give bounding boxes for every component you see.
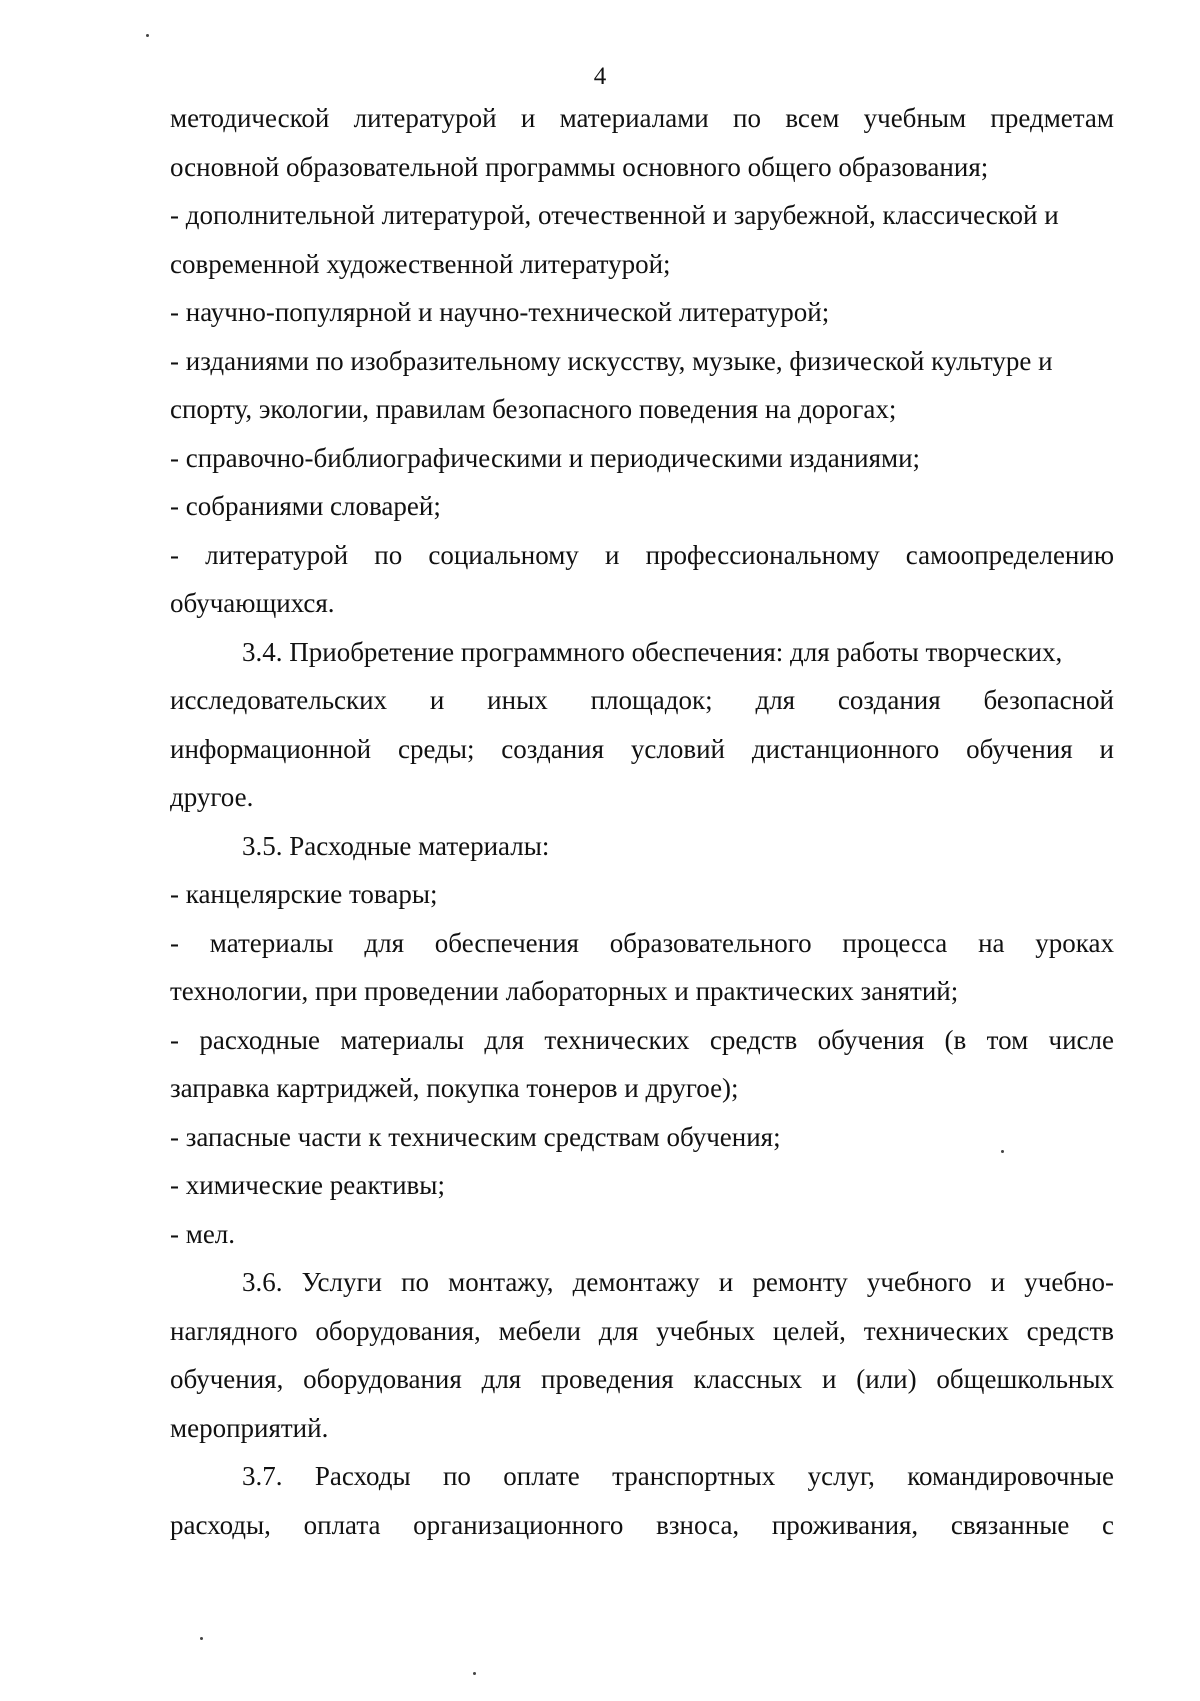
page-number: 4 xyxy=(593,63,607,90)
scan-speck xyxy=(473,1672,476,1675)
text-line: информационной среды; создания условий дистанционного обучения и xyxy=(170,733,1114,764)
scan-speck xyxy=(1001,1150,1004,1153)
text-line: методической литературой и материалами по всем учебным предметам xyxy=(170,103,1114,133)
paragraph-3-6-heading: 3.6. Услуги по монтажу, демонтажу и ремонту учебного и учебно- xyxy=(242,1267,1114,1297)
text-line: технологии, при проведении лабораторных и практических занятий; xyxy=(170,976,959,1006)
text-line: основной образовательной программы основного общего образования; xyxy=(170,151,989,182)
text-line: современной художественной литературой; xyxy=(170,248,671,279)
text-line: исследовательских и иных площадок; для создания безопасной xyxy=(170,685,1114,715)
text-line: заправка картриджей, покупка тонеров и другое); xyxy=(170,1073,739,1103)
text-line: - расходные материалы для технических средств обучения (в том числе xyxy=(170,1024,1114,1055)
text-line: - химические реактивы; xyxy=(170,1170,445,1200)
scan-speck xyxy=(200,1637,203,1640)
paragraph-3-4-heading: 3.4. Приобретение программного обеспечения: для работы творческих, xyxy=(242,636,1063,667)
text-line: - научно-популярной и научно-технической литературой; xyxy=(170,297,830,327)
text-line: обучения, оборудования для проведения классных и (или) общешкольных xyxy=(170,1364,1114,1394)
text-line: наглядного оборудования, мебели для учебных целей, технических средств xyxy=(170,1315,1114,1346)
text-line: - мел. xyxy=(170,1218,236,1249)
text-line: - запасные части к техническим средствам обучения; xyxy=(170,1121,781,1152)
text-line: - дополнительной литературой, отечественной и зарубежной, классической и xyxy=(170,200,1059,230)
text-line: мероприятий. xyxy=(170,1412,329,1443)
paragraph-3-5-heading: 3.5. Расходные материалы: xyxy=(242,830,550,861)
text-line: - изданиями по изобразительному искусству, музыке, физической культуре и xyxy=(170,345,1053,376)
text-line: другое. xyxy=(170,782,254,812)
scan-speck xyxy=(146,34,149,37)
text-line: - справочно-библиографическими и периодическими изданиями; xyxy=(170,442,921,473)
text-line: расходы, оплата организационного взноса, проживания, связанные с xyxy=(170,1509,1114,1540)
text-line: обучающихся. xyxy=(170,588,335,618)
text-line: - литературой по социальному и профессиональному самоопределению xyxy=(170,539,1114,570)
text-line: спорту, экологии, правилам безопасного поведения на дорогах; xyxy=(170,394,897,424)
text-line: - собраниями словарей; xyxy=(170,491,441,521)
text-line: - канцелярские товары; xyxy=(170,879,438,909)
body-text xyxy=(170,94,1114,1549)
text-line: - материалы для обеспечения образовательного процесса на уроках xyxy=(170,927,1114,958)
paragraph-3-7-heading: 3.7. Расходы по оплате транспортных услуг, командировочные xyxy=(242,1461,1114,1491)
